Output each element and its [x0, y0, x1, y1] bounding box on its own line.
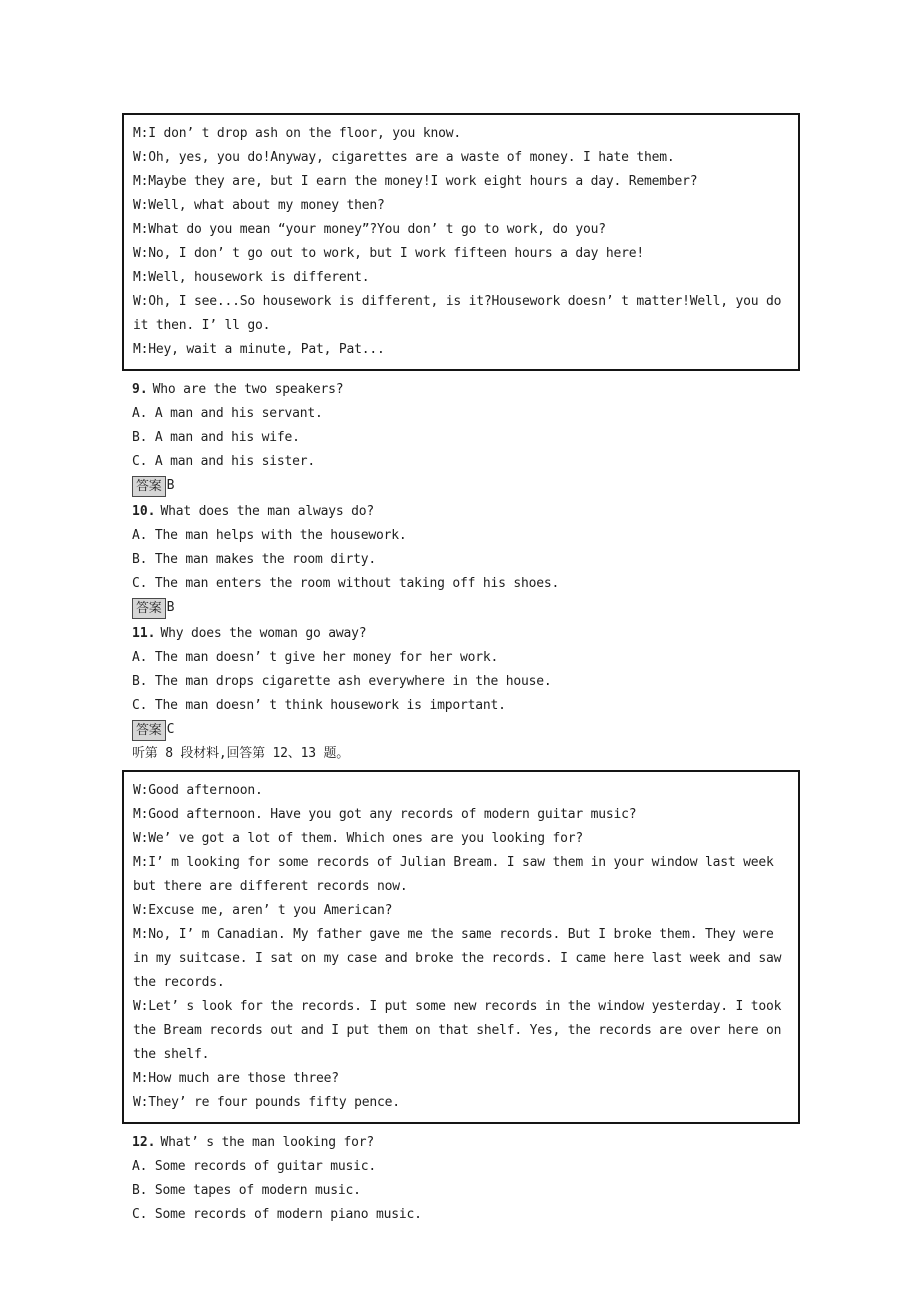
question-stem: [132, 1131, 800, 1155]
option-b: B. Some tapes of modern music.: [132, 1183, 361, 1198]
question-stem: [132, 378, 800, 402]
question-9: [132, 378, 800, 498]
option-a: A. The man helps with the housework.: [132, 528, 407, 543]
option-c: C. A man and his sister.: [132, 454, 316, 469]
question-number: 11.: [132, 626, 156, 641]
answer-letter: C: [166, 722, 175, 737]
dialogue-box-material-8: [122, 770, 800, 1124]
question-text: Why does the woman go away?: [160, 626, 367, 641]
option-c: C. The man doesn’ t think housework is important.: [132, 698, 506, 713]
option-b: B. A man and his wife.: [132, 430, 300, 445]
question-stem: [132, 500, 800, 524]
dialogue-line: M:Hey, wait a minute, Pat, Pat...: [133, 342, 385, 357]
question-number: 9.: [132, 382, 148, 397]
dialogue-line: M:How much are those three?: [133, 1071, 339, 1086]
dialogue-line: W:Let’ s look for the records. I put some new records in the window yesterday. I took the Bream records out and I put them on that shelf. Yes, the records are over here on the shelf.: [133, 999, 782, 1062]
dialogue-box-material-7: [122, 113, 800, 371]
question-text: Who are the two speakers?: [152, 382, 344, 397]
dialogue-line: M:I’ m looking for some records of Julian Bream. I saw them in your window last week but there are different records now.: [133, 855, 774, 894]
dialogue-line: W:Oh, I see...So housework is different, is it?Housework doesn’ t matter!Well, you do it then. I’ ll go.: [133, 294, 782, 333]
question-number: 10.: [132, 504, 156, 519]
answer-letter: B: [166, 478, 175, 493]
answer-badge: 答案: [132, 720, 166, 741]
dialogue-line: W:Good afternoon.: [133, 783, 263, 798]
question-10: [132, 500, 800, 620]
dialogue-line: W:Oh, yes, you do!Anyway, cigarettes are a waste of money. I hate them.: [133, 150, 675, 165]
dialogue-line: W:Excuse me, aren’ t you American?: [133, 903, 393, 918]
option-b: B. The man drops cigarette ash everywhere in the house.: [132, 674, 552, 689]
answer-badge: 答案: [132, 476, 166, 497]
dialogue-line: M:Good afternoon. Have you got any records of modern guitar music?: [133, 807, 637, 822]
dialogue-line: M:What do you mean “your money”?You don’ t go to work, do you?: [133, 222, 606, 237]
option-c: C. The man enters the room without taking off his shoes.: [132, 576, 560, 591]
question-text: What’ s the man looking for?: [160, 1135, 375, 1150]
dialogue-line: M:I don’ t drop ash on the floor, you know.: [133, 126, 461, 141]
question-stem: [132, 622, 800, 646]
answer-row: [132, 474, 800, 498]
dialogue-line: M:Maybe they are, but I earn the money!I work eight hours a day. Remember?: [133, 174, 698, 189]
dialogue-line: M:No, I’ m Canadian. My father gave me the same records. But I broke them. They were in my suitcase. I sat on my case and broke the records. I came here last week and saw the records.: [133, 927, 782, 990]
answer-badge: 答案: [132, 598, 166, 619]
question-12: [132, 1131, 800, 1227]
answer-letter: B: [166, 600, 175, 615]
option-b: B. The man makes the room dirty.: [132, 552, 377, 567]
dialogue-line: W:We’ ve got a lot of them. Which ones are you looking for?: [133, 831, 583, 846]
option-a: A. Some records of guitar music.: [132, 1159, 377, 1174]
dialogue-line: M:Well, housework is different.: [133, 270, 370, 285]
question-number: 12.: [132, 1135, 156, 1150]
option-c: C. Some records of modern piano music.: [132, 1207, 422, 1222]
question-text: What does the man always do?: [160, 504, 375, 519]
answer-row: [132, 718, 800, 742]
option-a: A. The man doesn’ t give her money for her work.: [132, 650, 499, 665]
dialogue-line: W:They’ re four pounds fifty pence.: [133, 1095, 400, 1110]
question-11: [132, 622, 800, 742]
document-content: [122, 0, 800, 1227]
option-a: A. A man and his servant.: [132, 406, 323, 421]
dialogue-line: W:No, I don’ t go out to work, but I work fifteen hours a day here!: [133, 246, 644, 261]
section-instruction: 听第 8 段材料,回答第 12、13 题。: [132, 746, 350, 761]
answer-row: [132, 596, 800, 620]
dialogue-line: W:Well, what about my money then?: [133, 198, 385, 213]
